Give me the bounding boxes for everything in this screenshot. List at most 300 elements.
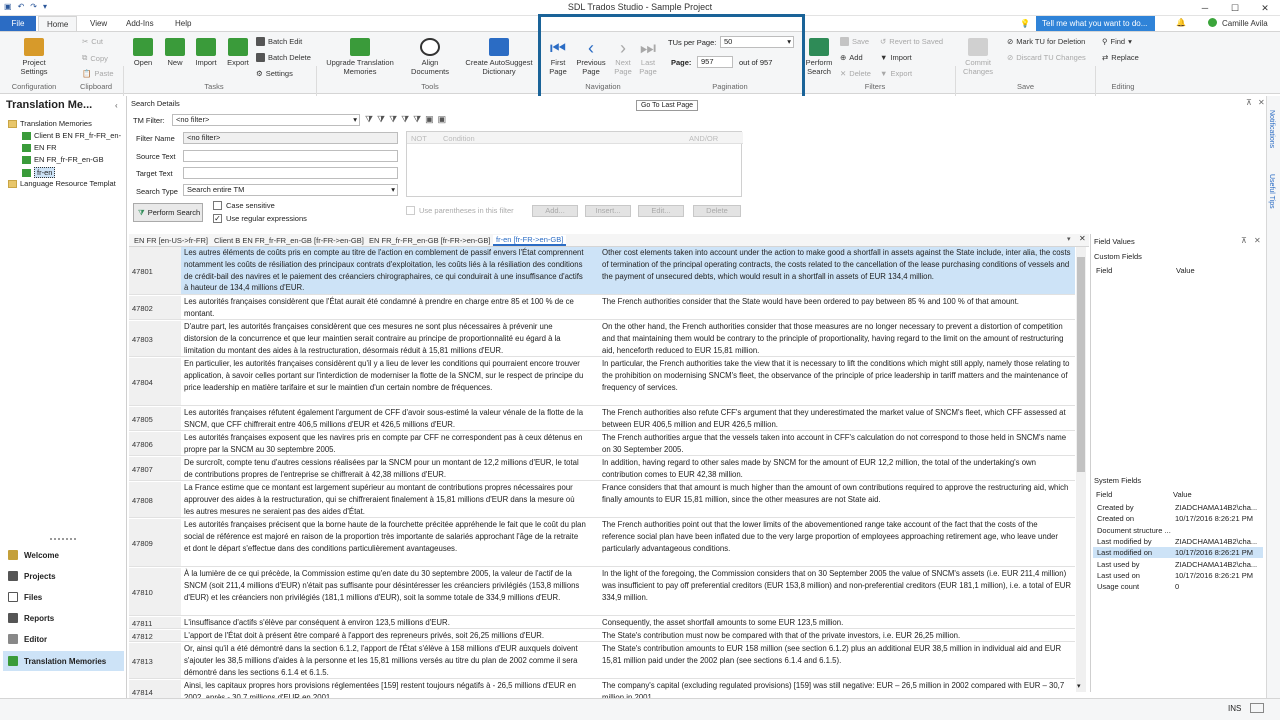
- translation-memories-icon: [8, 656, 18, 666]
- create-dictionary-label: Create AutoSuggest Dictionary: [465, 58, 533, 76]
- quick-access-toolbar: [4, 2, 47, 11]
- row-id: 47810: [129, 568, 181, 615]
- use-parentheses-checkbox[interactable]: [406, 206, 514, 215]
- row-id: 47811: [129, 617, 181, 628]
- tm-icon: [22, 144, 31, 152]
- pane-title: Translation Me...: [6, 99, 93, 111]
- system-field-name: Last used by: [1097, 559, 1140, 569]
- target-cell[interactable]: The French authorities consider that the State would have been ordered to pay between 85 % and 100 % of that amount.: [602, 297, 1019, 306]
- copy-button[interactable]: [82, 53, 108, 63]
- row-id: 47801: [129, 247, 181, 294]
- target-cell[interactable]: In particular, the French authorities take the view that it is necessary to lift the conditions which might still apply, namely those relating to the prohibition on modernising SNCM's fleet, the observance of the principle of price leadership in tariff matters and the maintenance of frequency of services.: [602, 359, 1070, 392]
- chevron-down-icon[interactable]: ▾: [1077, 683, 1081, 690]
- batch-edit-button[interactable]: [256, 37, 302, 46]
- splitter-grip[interactable]: [50, 538, 76, 540]
- field-values-pane: [1090, 234, 1268, 692]
- nav-label: Translation Memories: [24, 656, 107, 666]
- target-cell[interactable]: The company's capital (excluding regulated provisions) [159] was still negative: EUR – 26,5 million in 2002 compared with EUR – 30,7: [602, 681, 1065, 690]
- side-panel-strip: [1266, 96, 1280, 698]
- table-row[interactable]: [129, 321, 1075, 357]
- discard-tu-button[interactable]: [1007, 53, 1086, 62]
- regex-label: Use regular expressions: [226, 214, 307, 223]
- batch-delete-icon: [256, 53, 265, 62]
- filter-name-label: Filter Name: [136, 134, 175, 143]
- system-field-value: 10/17/2016 8:26:21 PM: [1175, 548, 1253, 558]
- filter-name-field[interactable]: <no filter>: [183, 132, 398, 144]
- commit-changes-button[interactable]: [958, 38, 998, 76]
- tab-list-icon[interactable]: ▾: [1067, 236, 1071, 243]
- tree-item-root[interactable]: [8, 119, 92, 128]
- tree-label: Translation Memories: [20, 119, 92, 128]
- group-tools: Tools: [421, 82, 439, 91]
- system-field-value: ZIADCHAMA14B2\cha...: [1175, 559, 1258, 569]
- left-navigation-pane: [0, 96, 127, 698]
- page-input[interactable]: 957: [697, 56, 733, 68]
- filter-add-icon: ⊕: [840, 53, 847, 62]
- filter-export-icon[interactable]: ▣: [437, 114, 447, 124]
- save-label: Save: [852, 37, 870, 46]
- copy-label: Copy: [90, 53, 108, 63]
- source-cell[interactable]: Les autorités françaises réfutent également l'argument de CFF d'avoir sous-estimé la valeur vénale de la flotte de la SNCM, que CFF chiffrerait entre 406,5 millions d'EUR et 426,5 millions d'EUR.: [184, 408, 584, 429]
- system-value-col: Value: [1173, 490, 1192, 499]
- search-details-panel: [129, 96, 1280, 232]
- search-type-select[interactable]: [183, 184, 398, 196]
- system-fields-header: System Fields: [1094, 476, 1142, 485]
- source-cell[interactable]: Les autorités françaises précisent que la borne haute de la fourchette précitée appréhende le fait que le coût du plan social de référence est majoré en raison de la proportion très importante de salariés approchant l'âge de la retraite et dont le départ s'effectue dans des conditions particulièrement avantageuses.: [184, 520, 586, 553]
- filter-edit-icon[interactable]: ⧩: [389, 114, 398, 124]
- insert-condition-button[interactable]: Insert...: [585, 205, 631, 217]
- close-tab-icon[interactable]: ✕: [1079, 234, 1086, 243]
- nav-translation-memories[interactable]: [3, 651, 124, 671]
- user-status-icon: [1208, 18, 1217, 27]
- filter-toolbar: [365, 114, 446, 125]
- source-cell[interactable]: Les autres éléments de coûts pris en compte au titre de l'action en comblement de passif envers l'État comprennent notamment les coûts de résiliation des principaux contrats d'exploitation, les coûts liés à la résiliation des conditions de crédit-bail des navires et le paiement des créanciers chirographaires, ce qui conduirait à une insuffisance d'actifs à hauteur de 134,4 millions d'EUR.: [184, 248, 584, 293]
- nav-files[interactable]: [3, 587, 124, 607]
- settings-label: Settings: [265, 69, 293, 78]
- tree-item-en-fr-gb[interactable]: [22, 155, 104, 164]
- save-tu-button[interactable]: [840, 37, 869, 46]
- upgrade-tm-button[interactable]: [322, 38, 398, 76]
- close-icon[interactable]: ✕: [1258, 98, 1265, 107]
- align-documents-button[interactable]: [402, 38, 458, 76]
- source-cell[interactable]: La France estime que ce montant est largement supérieur au montant de contributions propres nécessaires pour approuver des aides à la restructuration, qui se chiffreraient finalement à 15,81 millions d'EUR dans la mesure où les autres mesures ne seraient pas des aides d'État.: [184, 483, 575, 516]
- target-cell[interactable]: Consequently, the asset shortfall amounts to some EUR 123,5 million.: [602, 618, 844, 627]
- search-type-label: Search Type: [136, 187, 178, 196]
- cut-button[interactable]: [82, 37, 103, 46]
- system-field-name: Last modified on: [1097, 548, 1153, 558]
- perform-search-ribbon-button[interactable]: [805, 38, 833, 76]
- target-cell[interactable]: In the light of the foregoing, the Commission considers that on 30 September 2005 the value of SNCM's assets (i.e. EUR 211,4 million) was insufficient to pay off preferential creditors (EUR 153,8 million) and non-preferential creditors (EUR 181,1 million), i.e. a total of EUR 334,9 million.: [602, 569, 1072, 602]
- filter-save-icon[interactable]: ▣: [425, 114, 434, 124]
- source-text-label: Source Text: [136, 152, 176, 161]
- row-id: 47808: [129, 482, 181, 517]
- align-documents-label: Align Documents: [411, 58, 449, 76]
- useful-tips-tab[interactable]: Useful Tips: [1268, 174, 1275, 209]
- dropdown-icon[interactable]: ▾: [42, 2, 47, 11]
- filter-add-icon[interactable]: ⧩: [377, 114, 386, 124]
- filter-conditions-grid: [406, 131, 742, 197]
- table-row[interactable]: [129, 358, 1075, 406]
- system-field-row[interactable]: [1093, 536, 1263, 547]
- col-not: NOT: [411, 134, 427, 143]
- nav-projects[interactable]: [3, 566, 124, 586]
- import-filter-button[interactable]: [880, 53, 912, 62]
- replace-button[interactable]: [1102, 53, 1139, 62]
- delete-filter-button[interactable]: [840, 69, 871, 78]
- row-id: 47805: [129, 407, 181, 430]
- projects-icon: [8, 571, 18, 581]
- batch-edit-icon: [256, 37, 265, 46]
- import-label: Import: [195, 58, 217, 67]
- row-id: 47802: [129, 296, 181, 319]
- delete-label: Delete: [849, 69, 871, 78]
- pin-icon[interactable]: ⊼: [1246, 98, 1252, 107]
- user-name[interactable]: Camille Avila: [1222, 19, 1268, 28]
- paste-icon: 📋: [82, 69, 92, 78]
- table-row[interactable]: [129, 247, 1075, 295]
- bell-icon[interactable]: 🔔: [1176, 18, 1186, 27]
- tm-filter-value: <no filter>: [176, 115, 210, 124]
- table-row[interactable]: [129, 568, 1075, 616]
- tm-grid: [129, 247, 1075, 697]
- paste-button[interactable]: [82, 69, 114, 78]
- previous-page-label: Previous Page: [576, 58, 606, 76]
- system-field-row[interactable]: [1093, 581, 1263, 592]
- source-text-field[interactable]: [183, 150, 398, 162]
- tab-en-fr-gb[interactable]: EN FR_fr-FR_en-GB [fr-FR->en-GB]: [369, 236, 491, 245]
- group-save: Save: [1016, 82, 1035, 91]
- perform-search-ribbon-label: Perform Search: [805, 58, 833, 76]
- search-type-value: Search entire TM: [187, 185, 245, 194]
- status-icon: [1250, 703, 1264, 713]
- custom-field-col: Field: [1096, 266, 1113, 275]
- tus-per-page-value: 50: [724, 37, 733, 46]
- paste-label: Paste: [94, 69, 114, 78]
- tab-file[interactable]: File: [0, 16, 36, 31]
- notifications-tab[interactable]: Notifications: [1268, 110, 1275, 149]
- discard-tu-label: Discard TU Changes: [1016, 53, 1086, 62]
- binoculars-icon: ⚲: [1102, 37, 1108, 46]
- delete-condition-button[interactable]: Delete: [693, 205, 741, 217]
- row-id: 47812: [129, 630, 181, 641]
- nav-label: Welcome: [24, 550, 59, 560]
- row-id: 47809: [129, 519, 181, 566]
- tree-item-fr-en[interactable]: [22, 167, 55, 178]
- search-details-header: Search Details: [131, 99, 180, 108]
- files-icon: [8, 592, 18, 602]
- filter-remove-icon[interactable]: ⧩: [401, 114, 410, 124]
- minimize-icon[interactable]: ─: [1201, 3, 1209, 13]
- commit-icon: [968, 38, 988, 56]
- system-field-value: ZIADCHAMA14B2\cha...: [1175, 503, 1258, 512]
- mark-tu-label: Mark TU for Deletion: [1016, 37, 1086, 46]
- export-filter-button[interactable]: [880, 69, 912, 78]
- source-cell[interactable]: L'insuffisance d'actifs s'élève par conséquent à environ 123,5 millions d'EUR.: [184, 618, 450, 627]
- system-field-name: Last modified by: [1097, 536, 1152, 546]
- group-tasks: Tasks: [204, 82, 224, 91]
- last-page-label: Last Page: [639, 58, 657, 76]
- custom-fields-header: Custom Fields: [1094, 252, 1142, 261]
- checkbox-icon: [406, 206, 415, 215]
- filter-export-icon: ▼: [880, 69, 888, 78]
- source-cell[interactable]: L'apport de l'État doit à présent être comparé à l'apport des repreneurs privés, soit 26,25 millions d'EUR.: [184, 631, 545, 640]
- import-filter-label: Import: [890, 53, 912, 62]
- case-sensitive-checkbox[interactable]: [213, 201, 275, 210]
- target-cell[interactable]: The French authorities point out that the lower limits of the abovementioned range take account of the fact that the costs of the reference social plan have been inflated due to the very large proportion of employees approaching retirement age, who leave under particularly advantageous conditions.: [602, 520, 1058, 553]
- last-page-icon: ⏭: [639, 38, 657, 58]
- nav-label: Reports: [24, 613, 55, 623]
- page-total: out of 957: [739, 58, 773, 67]
- row-id: 47804: [129, 358, 181, 405]
- tab-view[interactable]: View: [90, 19, 108, 28]
- open-tm-icon: [133, 38, 153, 56]
- revert-button[interactable]: [880, 37, 943, 46]
- col-and-or: AND/OR: [689, 134, 719, 143]
- nav-reports[interactable]: [3, 608, 124, 628]
- open-button[interactable]: [130, 38, 156, 67]
- group-clipboard: Clipboard: [79, 82, 113, 91]
- import-button[interactable]: [192, 38, 220, 67]
- check-icon: ✓: [214, 214, 221, 223]
- close-icon[interactable]: ✕: [1254, 236, 1261, 245]
- filter-delete-icon: ✕: [840, 69, 847, 78]
- replace-label: Replace: [1111, 53, 1139, 62]
- discard-icon: ⊘: [1007, 53, 1014, 62]
- system-field-name: Usage count: [1097, 582, 1140, 592]
- save-icon[interactable]: ▣: [4, 2, 12, 11]
- project-settings-button[interactable]: [14, 38, 54, 76]
- row-id: 47806: [129, 432, 181, 455]
- tree-label: fr-en: [34, 167, 55, 178]
- mark-tu-deletion-button[interactable]: [1007, 37, 1085, 46]
- system-field-value: 0: [1175, 582, 1180, 592]
- source-cell[interactable]: Or, ainsi qu'il a été démontré dans la section 6.1.2, l'apport de l'État s'élève à 158 millions d'EUR auxquels doivent s'ajouter les 38,5 millions d'aides à la personne et les 15,81 millions versés au titre du plan de 2002 comme il sera démontré dans les sections 6.1.4 et 6.1.5.: [184, 644, 578, 677]
- row-id: 47803: [129, 321, 181, 356]
- tab-home[interactable]: Home: [38, 16, 77, 31]
- find-button[interactable]: [1102, 37, 1132, 46]
- dictionary-icon: [489, 38, 509, 56]
- tree-item-templates[interactable]: [8, 179, 116, 188]
- redo-icon[interactable]: ↷: [30, 2, 37, 11]
- editor-icon: [8, 634, 18, 644]
- scroll-thumb[interactable]: [1077, 257, 1085, 472]
- upgrade-tm-label: Upgrade Translation Memories: [326, 58, 394, 76]
- first-page-icon: ⏮: [549, 38, 567, 58]
- table-row[interactable]: [129, 519, 1075, 567]
- row-id: 47807: [129, 457, 181, 480]
- insert-mode: INS: [1228, 704, 1242, 713]
- nav-editor[interactable]: [3, 629, 124, 649]
- tm-icon: [22, 156, 31, 164]
- revert-icon: ↺: [880, 37, 887, 46]
- system-field-row[interactable]: [1093, 513, 1263, 524]
- tm-icon: [22, 132, 31, 140]
- table-row[interactable]: [129, 296, 1075, 320]
- project-settings-icon: [24, 38, 44, 56]
- tus-per-page-label: TUs per Page:: [668, 38, 717, 47]
- tm-filter-select[interactable]: [172, 114, 360, 126]
- table-row[interactable]: [129, 482, 1075, 518]
- system-field-value: 10/17/2016 8:26:21 PM: [1175, 570, 1253, 580]
- table-row[interactable]: [129, 617, 1075, 629]
- tree-label: Language Resource Templat: [20, 179, 116, 188]
- source-cell[interactable]: À la lumière de ce qui précède, la Commission estime qu'en date du 30 septembre 2005, la valeur de l'actif de la SNCM (soit 211,4 millions d'EUR) n'était pas suffisante pour désintéresser les créanciers privilégiés (153,8 millions d'EUR) et les créanciers non privilégiés (181,1 millions d'EUR), soit la somme totale de 334,9 millions d'EUR.: [184, 569, 580, 602]
- window-title: SDL Trados Studio - Sample Project: [567, 2, 713, 12]
- export-icon: [228, 38, 248, 56]
- upgrade-tm-icon: [350, 38, 370, 56]
- perform-search-button[interactable]: [133, 203, 203, 222]
- add-condition-button[interactable]: Add...: [532, 205, 578, 217]
- nav-welcome[interactable]: [3, 545, 124, 565]
- filter-search-icon: ⧩: [138, 207, 145, 217]
- open-label: Open: [133, 58, 153, 67]
- system-field-row[interactable]: [1093, 570, 1263, 581]
- tooltip: Go To Last Page: [636, 100, 698, 111]
- undo-icon[interactable]: ↶: [17, 2, 25, 11]
- welcome-icon: [8, 550, 18, 560]
- add-label: Add: [849, 53, 863, 62]
- field-values-header: Field Values: [1094, 237, 1135, 246]
- find-label: Find: [1110, 37, 1126, 46]
- replace-icon: ⇄: [1102, 53, 1109, 62]
- nav-label: Files: [24, 592, 43, 602]
- filter-copy-icon[interactable]: ⧩: [413, 114, 422, 124]
- target-cell[interactable]: The French authorities argue that the vessels taken into account in CFF's calculation do not correspond to those held in SNCM's name on 30 September 2005.: [602, 433, 1067, 454]
- collapse-icon[interactable]: ‹: [115, 101, 118, 110]
- new-tm-icon: [165, 38, 185, 56]
- import-icon: [196, 38, 216, 56]
- first-page-label: First Page: [549, 58, 567, 76]
- export-label: Export: [227, 58, 249, 67]
- group-filters: Filters: [864, 82, 886, 91]
- target-cell[interactable]: In addition, having regard to other sales made by SNCM for the amount of EUR 12,2 million, the total of the undertaking's own contribution comes to EUR 42,38 million.: [602, 458, 1037, 479]
- target-cell[interactable]: The State's contribution must now be compared with that of the private investors, i.e. EUR 26,25 million.: [602, 631, 961, 640]
- source-cell[interactable]: Ainsi, les capitaux propres hors provisions réglementées [159] restent toujours négatifs à - 26,5 millions d'EUR en: [184, 681, 576, 690]
- chevron-left-icon: ‹: [588, 38, 594, 58]
- lightbulb-icon: 💡: [1020, 19, 1030, 28]
- cut-label: Cut: [91, 37, 103, 46]
- window-controls: [1190, 0, 1280, 16]
- filter-icon[interactable]: ⧩: [365, 114, 374, 124]
- tab-fr-en[interactable]: fr-en [fr-FR->en-GB]: [493, 235, 566, 246]
- row-id: 47813: [129, 643, 181, 678]
- chevron-right-icon: ›: [620, 38, 626, 58]
- target-cell[interactable]: Other cost elements taken into account under the action to make good a shortfall in assets against the State include, inter alia, the costs of termination of the principal operating contracts, the costs related to the cancellation of the lease purchasing conditions of vessels and the payment of unsecured debts, which would result in a shortfall in assets of EUR 134,4 million.: [602, 248, 1071, 281]
- checkbox-icon: [213, 201, 222, 210]
- tab-add-ins[interactable]: Add-Ins: [126, 19, 154, 28]
- tm-icon: [22, 169, 31, 177]
- tree-item-en-fr[interactable]: [22, 143, 57, 152]
- system-field-row[interactable]: [1093, 502, 1263, 513]
- table-row[interactable]: [129, 630, 1075, 642]
- group-configuration: Configuration: [11, 82, 57, 91]
- col-condition: Condition: [443, 134, 475, 143]
- regex-checkbox[interactable]: [213, 214, 307, 223]
- chevron-down-icon: ▾: [1128, 37, 1132, 46]
- tab-client-b[interactable]: Client B EN FR_fr-FR_en-GB [fr-FR->en-GB]: [214, 236, 364, 245]
- table-row[interactable]: [129, 407, 1075, 431]
- chevron-down-icon: ▾: [353, 115, 357, 124]
- copy-icon: ⧉: [82, 53, 88, 62]
- tab-en-fr[interactable]: EN FR [en-US->fr-FR]: [134, 236, 208, 245]
- filter-search-icon: [809, 38, 829, 56]
- system-field-value: 10/17/2016 8:26:21 PM: [1175, 514, 1253, 524]
- system-field-name: Document structure ...: [1097, 525, 1171, 535]
- add-filter-button[interactable]: [840, 53, 863, 62]
- settings-button[interactable]: [256, 69, 293, 78]
- maximize-icon[interactable]: ☐: [1230, 2, 1240, 13]
- filter-import-icon: ▼: [880, 53, 888, 62]
- use-parentheses-label: Use parentheses in this filter: [419, 206, 514, 215]
- table-row[interactable]: [129, 432, 1075, 456]
- source-cell[interactable]: De surcroît, compte tenu d'autres cessions réalisées par la SNCM pour un montant de 12,2 millions d'EUR, le total de contributions propres de l'entreprise se chiffrerait à 42,38 millions d'EUR.: [184, 458, 579, 479]
- new-label: New: [167, 58, 183, 67]
- system-field-col: Field: [1096, 490, 1113, 499]
- project-settings-label: Project Settings: [20, 58, 48, 76]
- scissors-icon: ✂: [82, 37, 89, 46]
- custom-value-col: Value: [1176, 266, 1195, 275]
- source-cell[interactable]: Les autorités françaises exposent que les navires pris en compte par CFF ne correspondent pas à ceux détenus en propre par la SNCM au 30 septembre 2005.: [184, 433, 583, 454]
- nav-label: Editor: [24, 634, 48, 644]
- revert-label: Revert to Saved: [889, 37, 944, 46]
- source-cell[interactable]: En particulier, les autorités françaises considèrent qu'il y a lieu de lever les conditions qui pourraient encore trouver application, à savoir celles portant sur l'interdiction de moderniser la flotte de la SNCM, sur le respect de principe du price leadership en matière tarifaire et sur le maintien d'un certain nombre de fréquences.: [184, 359, 584, 392]
- group-pagination: Pagination: [712, 82, 748, 91]
- tree-label: EN FR: [34, 143, 57, 152]
- status-bar: [0, 698, 1280, 720]
- perform-search-label: Perform Search: [147, 208, 201, 217]
- tree-item-client-b[interactable]: [22, 131, 121, 140]
- target-cell[interactable]: On the other hand, the French authorities consider that those measures are no longer necessary to prevent a distortion of competition and that maintaining them would be contrary to the principle of proportionality, having regard to the limit on the amount of restructuring aid, henceforth reduced to EUR 15,81 million.: [602, 322, 1064, 355]
- export-button[interactable]: [224, 38, 252, 67]
- system-field-name: Created on: [1097, 514, 1135, 524]
- tab-help[interactable]: Help: [175, 19, 192, 28]
- gear-icon: ⚙: [256, 69, 263, 78]
- folder-icon: [8, 120, 17, 128]
- chevron-down-icon: ▾: [787, 37, 791, 46]
- create-dictionary-button[interactable]: [462, 38, 536, 76]
- tell-me-box[interactable]: Tell me what you want to do...: [1036, 16, 1155, 31]
- group-editing: Editing: [1111, 82, 1135, 91]
- reports-icon: [8, 613, 18, 623]
- nav-label: Projects: [24, 571, 56, 581]
- system-field-name: Created by: [1097, 503, 1134, 512]
- target-cell[interactable]: The State's contribution amounts to EUR 158 million (see section 6.1.2) plus an additional EUR 38,5 million in individual aid and EUR 15,81 million paid under the 2002 plan (see sections 6.1.4 and 6.1.5).: [602, 644, 1062, 665]
- tm-filter-label: TM Filter:: [133, 116, 165, 125]
- new-button[interactable]: [162, 38, 188, 67]
- table-row[interactable]: [129, 643, 1075, 679]
- system-field-row[interactable]: [1093, 547, 1263, 558]
- batch-delete-button[interactable]: [256, 53, 311, 62]
- target-text-field[interactable]: [183, 167, 398, 179]
- source-cell[interactable]: D'autre part, les autorités françaises considèrent que ces mesures ne sont plus nécessaires à prévenir une distorsion de la concurrence et que leur maintien serait contraire au principe de proportionnalité eu égard à la limitation du montant des aides à la restructuration, désormais réduit à 15,81 millions d'EUR.: [184, 322, 561, 355]
- batch-delete-label: Batch Delete: [268, 53, 311, 62]
- grid-scrollbar[interactable]: [1076, 247, 1086, 692]
- system-field-row[interactable]: [1093, 525, 1263, 536]
- align-icon: [420, 38, 440, 56]
- edit-condition-button[interactable]: Edit...: [638, 205, 684, 217]
- target-cell[interactable]: France considers that that amount is much higher than the amount of own contributions required to approve the restructuring aid, which finally amounts to EUR 15,81 million, since the other measures are not State aid.: [602, 483, 1069, 504]
- system-field-row[interactable]: [1093, 559, 1263, 570]
- target-cell[interactable]: The French authorities also refute CFF's argument that they underestimated the market value of SNCM's fleet, which CFF assessed at between EUR 406,5 million and EUR 426,5 million.: [602, 408, 1066, 429]
- system-field-value: ZIADCHAMA14B2\cha...: [1175, 536, 1258, 546]
- next-page-label: Next Page: [614, 58, 632, 76]
- pin-icon[interactable]: ⊼: [1241, 236, 1247, 245]
- commit-changes-label: Commit Changes: [962, 58, 994, 76]
- case-sensitive-label: Case sensitive: [226, 201, 275, 210]
- close-icon[interactable]: ✕: [1261, 2, 1269, 13]
- table-row[interactable]: [129, 457, 1075, 481]
- source-cell[interactable]: Les autorités françaises considèrent que l'État aurait été condamné à prendre en charge entre 85 et 100 % de ce montant.: [184, 297, 574, 318]
